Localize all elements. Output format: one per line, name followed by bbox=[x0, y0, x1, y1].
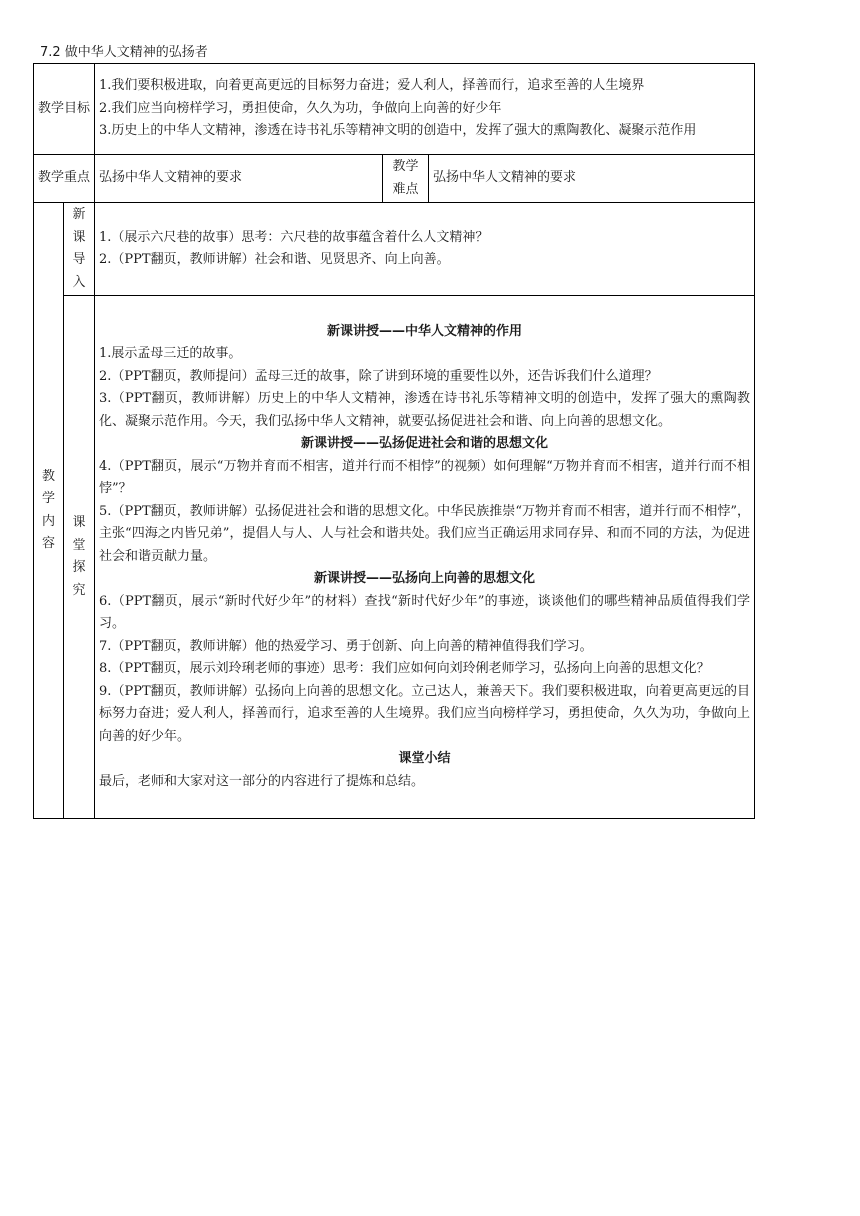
class-explore-label bbox=[64, 296, 95, 819]
explore-item: 3.（PPT翻页，教师讲解）历史上的中华人文精神，渗透在诗书礼乐等精神文明的创造中，发挥了强大的熏陶教化、凝聚示范作用。今天，我们弘扬中华人文精神，就要弘扬促进社会和谐、向上向善的思想文化。 bbox=[99, 391, 751, 429]
class-explore-cell bbox=[95, 296, 755, 819]
teaching-content-label bbox=[34, 203, 64, 819]
section-heading: 新课讲授——弘扬向上向善的思想文化 bbox=[314, 571, 536, 587]
key-point-value: 弘扬中华人文精神的要求 bbox=[95, 155, 383, 203]
lesson-intro-char: 新 bbox=[72, 207, 86, 222]
explore-item: 5.（PPT翻页，教师讲解）弘扬促进社会和谐的思想文化。中华民族推崇“万物并育而不相害，道并行而不相悖”，主张“四海之内皆兄弟”，提倡人与人、人与社会和谐共处。我们应当正确运用求同存异、和而不同的方法，为促进社会和谐贡献力量。 bbox=[99, 503, 751, 564]
teaching-goals-label: 教学目标 bbox=[34, 64, 95, 155]
lesson-plan-table bbox=[33, 63, 755, 819]
explore-item: 4.（PPT翻页，展示“万物并育而不相害，道并行而不相悖”的视频）如何理解“万物并育而不相害，道并行而不相悖”？ bbox=[99, 458, 751, 497]
section-heading: 新课讲授——弘扬促进社会和谐的思想文化 bbox=[301, 436, 549, 452]
key-point-label: 教学重点 bbox=[34, 155, 95, 203]
class-explore-char: 堂 bbox=[72, 537, 86, 553]
teaching-content-char: 内 bbox=[41, 513, 55, 529]
explore-item: 6.（PPT翻页，展示“新时代好少年”的材料）查找“新时代好少年”的事迹，谈谈他们的哪些精神品质值得我们学习。 bbox=[99, 593, 751, 632]
intro-item: 1.（展示六尺巷的故事）思考：六尺巷的故事蕴含着什么人文精神？ bbox=[99, 229, 489, 245]
lesson-intro-label bbox=[64, 203, 95, 296]
lesson-intro-cell bbox=[95, 203, 755, 296]
class-explore-char: 课 bbox=[72, 515, 86, 530]
explore-item: 9.（PPT翻页，教师讲解）弘扬向上向善的思想文化。立己达人，兼善天下。我们要积极进取，向着更高更远的目标努力奋进；爱人利人，择善而行，追求至善的人生境界。我们应当向榜样学习，勇担使命，久久为功，争做向上向善的好少年。 bbox=[99, 683, 751, 744]
explore-item: 7.（PPT翻页，教师讲解）他的热爱学习、勇于创新、向上向善的精神值得我们学习。 bbox=[99, 638, 593, 654]
goal-item: 2.我们应当向榜样学习，勇担使命，久久为功，争做向上向善的好少年 bbox=[99, 100, 502, 116]
difficulty-value: 弘扬中华人文精神的要求 bbox=[429, 155, 755, 203]
teaching-content-char: 学 bbox=[41, 491, 55, 506]
key-points-row bbox=[34, 155, 755, 203]
explore-item: 2.（PPT翻页，教师提问）孟母三迁的故事，除了讲到环境的重要性以外，还告诉我们什么道理？ bbox=[99, 368, 658, 384]
section-heading: 新课讲授——中华人文精神的作用 bbox=[327, 323, 523, 339]
intro-item: 2.（PPT翻页，教师讲解）社会和谐、见贤思齐、向上向善。 bbox=[99, 252, 450, 267]
teaching-content-char: 教 bbox=[41, 468, 55, 484]
class-explore-row bbox=[34, 296, 755, 819]
difficulty-label: 教学难点 bbox=[383, 155, 429, 203]
lesson-intro-char: 课 bbox=[72, 229, 86, 245]
document-title: 7.2 做中华人文精神的弘扬者 bbox=[40, 45, 208, 60]
goal-item: 1.我们要积极进取，向着更高更远的目标努力奋进；爱人利人，择善而行，追求至善的人生境界 bbox=[99, 78, 645, 94]
teaching-content-char: 容 bbox=[41, 536, 55, 551]
explore-item: 1.展示孟母三迁的故事。 bbox=[99, 346, 242, 362]
summary-text: 最后，老师和大家对这一部分的内容进行了提炼和总结。 bbox=[99, 773, 425, 789]
lesson-intro-row bbox=[34, 203, 755, 296]
goal-item: 3.历史上的中华人文精神，渗透在诗书礼乐等精神文明的创造中，发挥了强大的熏陶教化、凝聚示范作用 bbox=[99, 123, 697, 139]
summary-heading: 课堂小结 bbox=[398, 751, 451, 767]
lesson-intro-char: 入 bbox=[72, 274, 86, 290]
teaching-goals-row bbox=[34, 64, 755, 155]
lesson-intro-char: 导 bbox=[72, 252, 86, 267]
class-explore-char: 探 bbox=[72, 560, 86, 575]
teaching-goals-cell bbox=[95, 64, 755, 155]
class-explore-char: 究 bbox=[72, 582, 86, 598]
explore-item: 8.（PPT翻页，展示刘玲琍老师的事迹）思考：我们应如何向刘玲俐老师学习，弘扬向上向善的思想文化？ bbox=[99, 661, 710, 677]
